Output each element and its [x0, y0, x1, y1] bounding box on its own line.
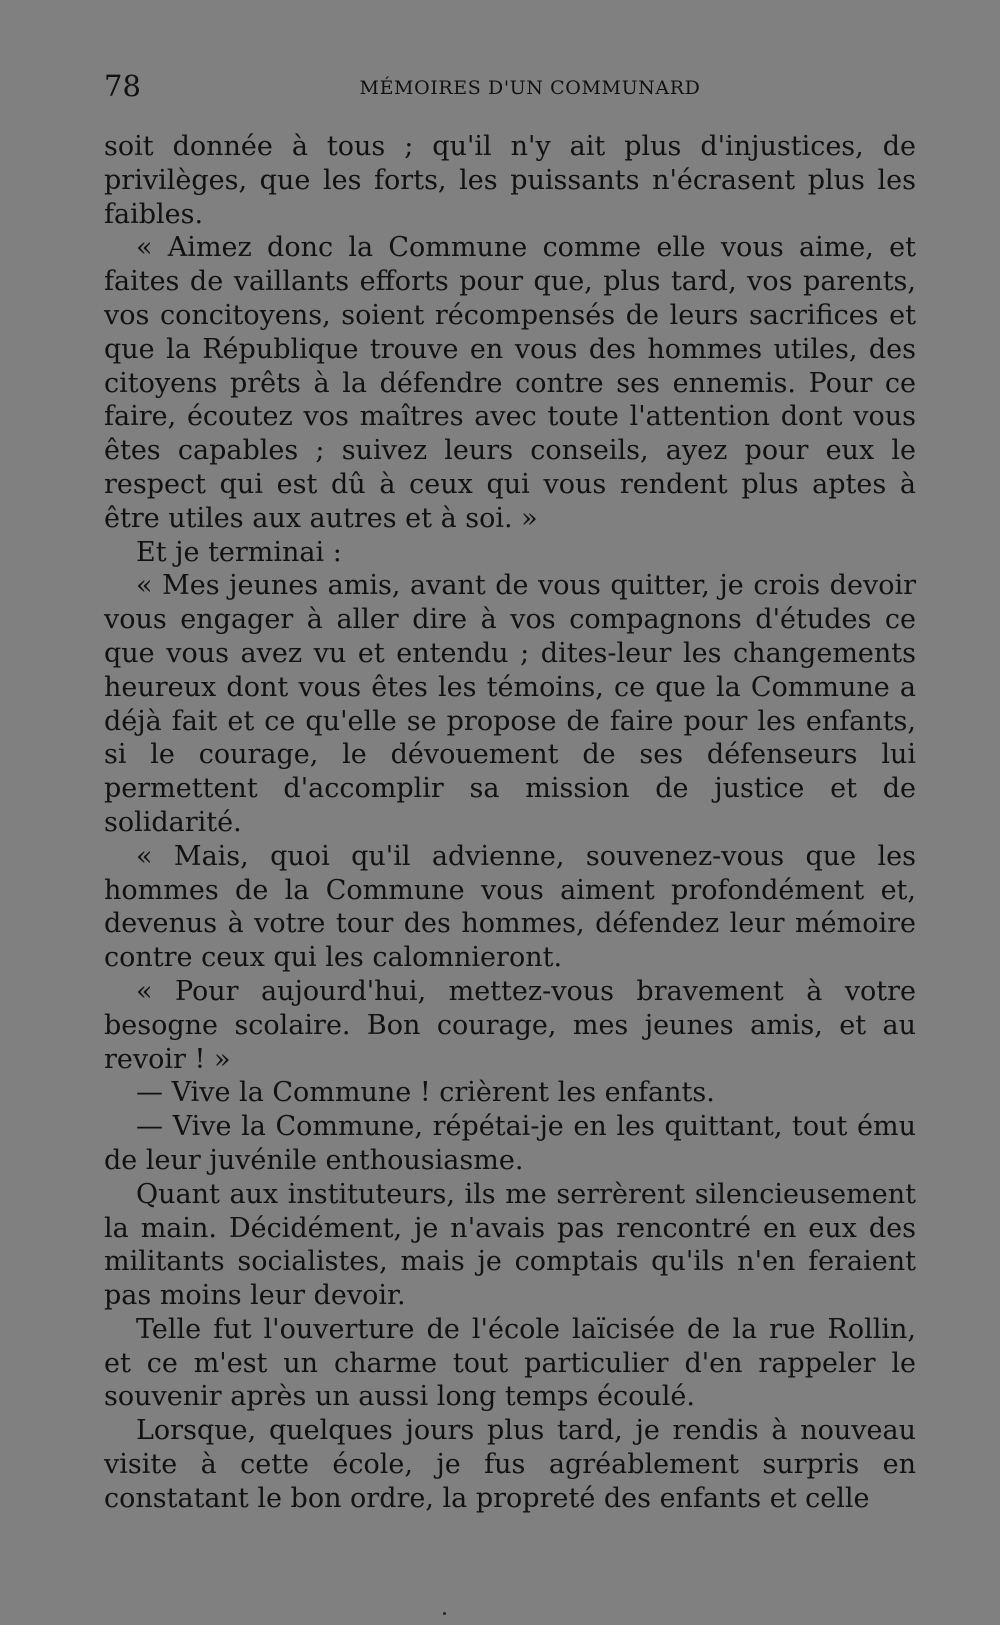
- paragraph: « Aimez donc la Commune comme elle vous aime, et faites de vaillants efforts pour que, plus tard, vos parents, vos concitoyens, soient récompensés de leurs sacrifices et que la République trouve en vous des hommes utiles, des citoyens prêts à la défendre contre ses ennemis. Pour ce faire, écoutez vos maîtres avec toute l'attention dont vous êtes capables ; suivez leurs conseils, ayez pour eux le respect qui est dû à ceux qui vous rendent plus aptes à être utiles aux autres et à soi. »: [104, 232, 916, 534]
- paragraph: Et je terminai :: [136, 536, 342, 568]
- paragraph: « Mais, quoi qu'il advienne, souvenez-vous que les hommes de la Commune vous aiment profondément et, devenus à votre tour des hommes, défendez leur mémoire contre ceux qui les calomnieront.: [104, 840, 916, 974]
- paragraph: Telle fut l'ouverture de l'école laïcisée de la rue Rollin, et ce m'est un charme tout particulier d'en rappeler le souvenir après un aussi long temps écoulé.: [104, 1313, 916, 1413]
- book-page: [104, 66, 916, 1516]
- running-head: [104, 66, 916, 110]
- paragraph: soit donnée à tous ; qu'il n'y ait plus d'injustices, de privilèges, que les forts, les puissants n'écrasent plus les faibles.: [104, 131, 916, 230]
- body-text: [104, 130, 916, 1516]
- paragraph: — Vive la Commune, répétai-je en les quittant, tout ému de leur juvénile enthousiasme.: [104, 1111, 916, 1176]
- paragraph: « Pour aujourd'hui, mettez-vous bravement à votre besogne scolaire. Bon courage, mes jeunes amis, et au revoir ! »: [104, 975, 916, 1075]
- running-title: MÉMOIRES D'UN COMMUNARD: [359, 77, 701, 99]
- paragraph: Lorsque, quelques jours plus tard, je rendis à nouveau visite à cette école, je fus agréablement surpris en constatant le bon ordre, la propreté des enfants et celle: [104, 1415, 916, 1514]
- paragraph: « Mes jeunes amis, avant de vous quitter, je crois devoir vous engager à aller dire à vos compagnons d'études ce que vous avez vu et entendu ; dites-leur les changements heureux dont vous êtes les témoins, ce que la Commune a déjà fait et ce qu'elle se propose de faire pour les enfants, si le courage, le dévouement de ses défenseurs lui permettent d'accomplir sa mission de justice et de solidarité.: [104, 570, 916, 838]
- print-speck: [443, 1612, 446, 1615]
- page-number: 78: [104, 69, 141, 103]
- paragraph: Quant aux instituteurs, ils me serrèrent silencieusement la main. Décidément, je n'avais pas rencontré en eux des militants socialistes, mais je comptais qu'ils n'en feraient pas moins leur devoir.: [104, 1178, 916, 1312]
- paragraph: — Vive la Commune ! crièrent les enfants.: [136, 1077, 715, 1109]
